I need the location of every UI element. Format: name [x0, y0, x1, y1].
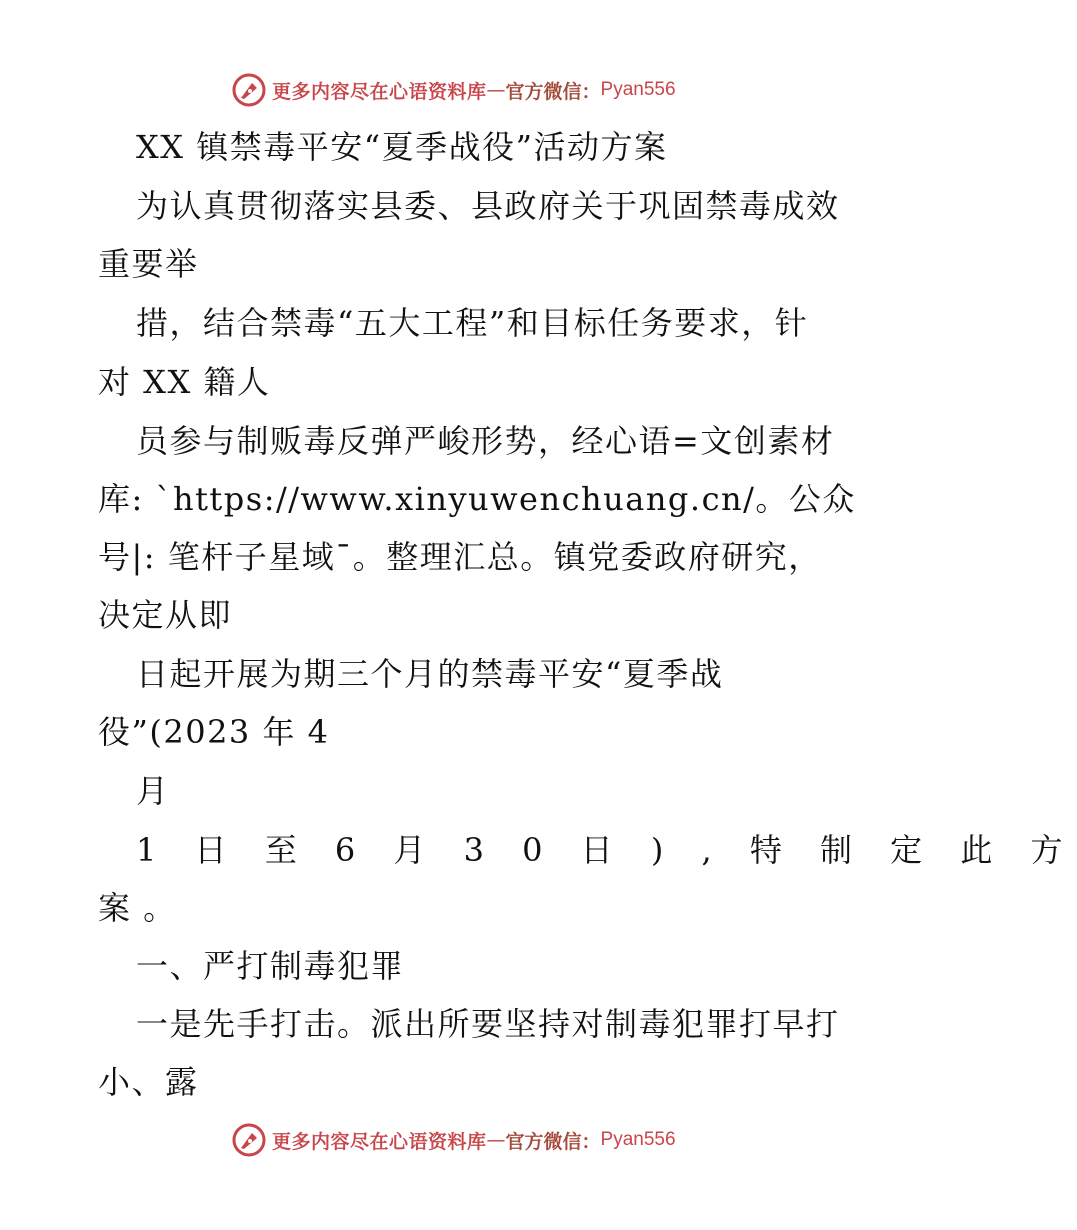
watermark-wechat-label: 官方微信： [505, 80, 601, 103]
paragraph-line: 案 。 [98, 889, 177, 927]
document-title: XX 镇禁毒平安“夏季战役”活动方案 [136, 128, 668, 166]
paragraph-line: 员参与制贩毒反弹严峻形势，经心语=文创素材 [136, 422, 835, 460]
paragraph-line: 重要举 [98, 245, 199, 283]
paragraph-line: 月 [136, 772, 170, 810]
paragraph-line: 措，结合禁毒“五大工程”和目标任务要求，针 [136, 304, 809, 342]
paragraph-line: 号|: 笔杆子星域¯。整理汇总。镇党委政府研究， [98, 538, 822, 576]
footer-watermark [232, 1122, 752, 1158]
paragraph-line: 决定从即 [98, 596, 233, 634]
paragraph-line: 库: `https://www.xinyuwenchuang.cn/。公众 [98, 480, 856, 518]
pen-nib-logo-icon [232, 1123, 266, 1157]
watermark-separator: — [486, 79, 506, 101]
watermark-text: 更多内容尽在心语资料库 [272, 1130, 487, 1153]
paragraph-line: 役”(2023 年 4 [98, 713, 330, 751]
paragraph-line: 小、露 [98, 1063, 199, 1101]
paragraph-line: 为认真贯彻落实县委、县政府关于巩固禁毒成效 [136, 187, 840, 225]
watermark-text: 更多内容尽在心语资料库 [272, 80, 487, 103]
watermark-wechat-label: 官方微信： [505, 1130, 601, 1153]
pen-nib-logo-icon [232, 73, 266, 107]
paragraph-line: 一是先手打击。派出所要坚持对制毒犯罪打早打 [136, 1005, 840, 1043]
paragraph-line: 1 日 至 6 月 3 0 日 ) , 特 制 定 此 方 [136, 831, 1077, 869]
watermark-wechat-id: Pyan556 [600, 79, 676, 100]
paragraph-line: 日起开展为期三个月的禁毒平安“夏季战 [136, 655, 724, 693]
paragraph-line: 对 XX 籍人 [98, 363, 271, 401]
watermark-separator: — [486, 1129, 506, 1151]
section-heading: 一、严打制毒犯罪 [136, 947, 405, 985]
watermark-wechat-id: Pyan556 [600, 1129, 676, 1150]
header-watermark [232, 72, 752, 108]
